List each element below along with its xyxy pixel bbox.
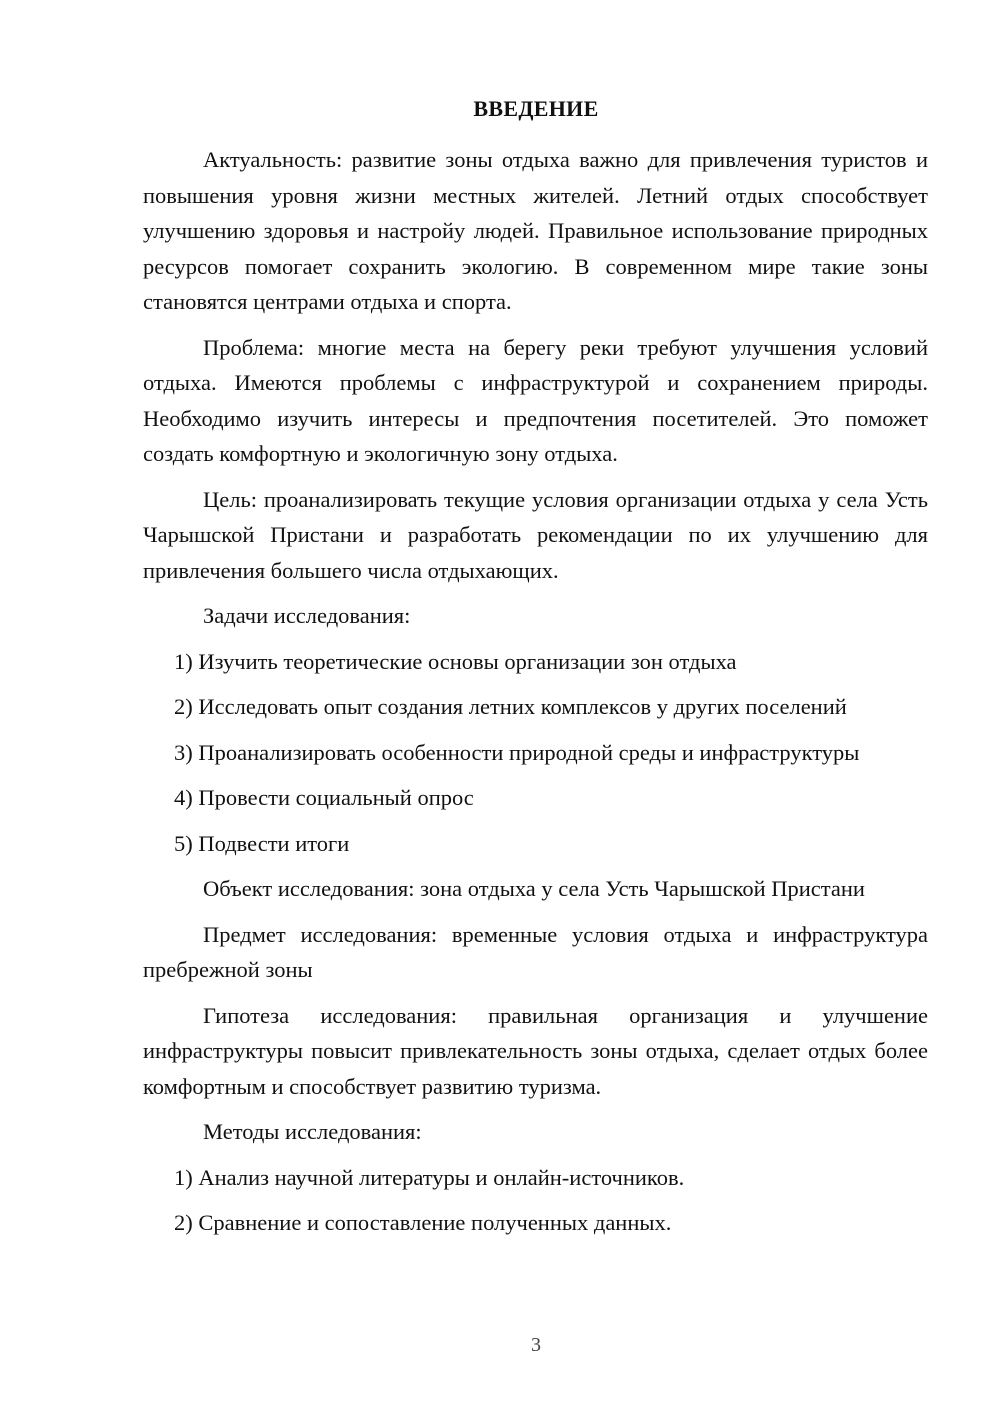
- paragraph-hypothesis: Гипотеза исследования: правильная организация и улучшение инфраструктуры повысит привлекательность зоны отдыха, сделает отдых более комфортным и способствует развитию туризма.: [143, 1002, 928, 1099]
- paragraph-relevance: Актуальность: развитие зоны отдыха важно для привлечения туристов и повышения уровня жизни местных жителей. Летний отдых способствует улучшению здоровья и настройу людей. Правильное использование природных ресурсов помогает сохранить экологию. В современном мире такие зоны становятся центрами отдыха и спорта.: [143, 147, 928, 314]
- paragraph-goal: Цель: проанализировать текущие условия организации отдыха у села Усть Чарышской Пристани и разработать рекомендации по их улучшению для привлечения большего числа отдыхающих.: [143, 486, 928, 583]
- paragraph-subject: Предмет исследования: временные условия отдыха и инфраструктура пребрежной зоны: [143, 921, 928, 982]
- section-heading: ВВЕДЕНИЕ: [473, 96, 599, 121]
- task-item: 2) Исследовать опыт создания летних комплексов у других поселений: [174, 694, 847, 719]
- methods-title: Методы исследования:: [203, 1119, 422, 1144]
- task-item: 3) Проанализировать особенности природной среды и инфраструктуры: [174, 739, 860, 765]
- paragraph-problem: Проблема: многие места на берегу реки требуют улучшения условий отдыха. Имеются проблемы с инфраструктурой и сохранением природы. Необходимо изучить интересы и предпочтения посетителей. Это поможет создать комфортную и экологичную зону отдыха.: [143, 334, 928, 466]
- paragraph-object: Объект исследования: зона отдыха у села Усть Чарышской Пристани: [203, 876, 865, 901]
- task-item: 5) Подвести итоги: [174, 830, 350, 856]
- method-item: 2) Сравнение и сопоставление полученных данных.: [174, 1210, 672, 1235]
- document-body: [143, 142, 928, 1251]
- tasks-title: Задачи исследования:: [203, 603, 411, 628]
- task-item: 4) Провести социальный опрос: [174, 785, 474, 810]
- page-number: 3: [531, 1334, 541, 1356]
- method-item: 1) Анализ научной литературы и онлайн-источников.: [174, 1164, 685, 1190]
- task-item: 1) Изучить теоретические основы организации зон отдыха: [174, 648, 737, 674]
